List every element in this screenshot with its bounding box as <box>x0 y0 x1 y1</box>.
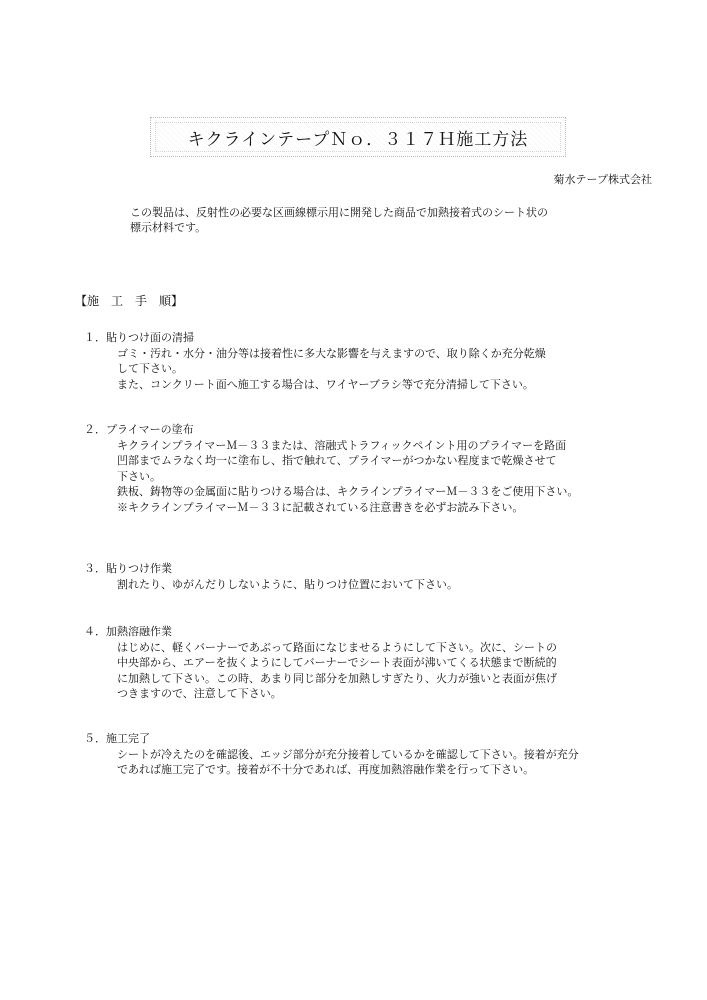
step-line: 中央部から、エアーを抜くようにしてバーナーでシート表面が沸いてくる状態まで断続的 <box>117 656 557 669</box>
step-title: ３．貼りつけ作業 <box>84 562 172 575</box>
step-line: 凹部までムラなく均一に塗布し、指で触れて、プライマーがつかない程度まで乾燥させて <box>117 454 557 467</box>
intro-paragraph <box>130 205 610 235</box>
step-2 <box>84 422 644 515</box>
step-note: ※キクラインプライマーＭ－３３に記載されている注意書きを必ずお読み下さい。 <box>117 500 524 514</box>
step-line: 鉄板、鋳物等の金属面に貼りつける場合は、キクラインプライマーＭ－３３をご使用下さい。 <box>117 485 579 498</box>
step-line: はじめに、軽くバーナーであぶって路面になじませるようにして下さい。次に、シートの <box>117 640 557 654</box>
step-4 <box>84 624 644 702</box>
title-box <box>150 117 566 157</box>
step-line: 下さい。 <box>117 469 161 483</box>
step-3 <box>84 561 644 592</box>
page-title: キクラインテープＮｏ．３１７Ｈ施工方法 <box>187 129 529 150</box>
company-name: 菊水テープ株式会社 <box>553 173 652 186</box>
step-title: ４．加熱溶融作業 <box>84 625 172 638</box>
step-1 <box>84 330 644 392</box>
step-title: ２．プライマーの塗布 <box>84 423 194 436</box>
step-body <box>117 747 644 778</box>
step-body <box>117 640 644 702</box>
step-title: １．貼りつけ面の清掃 <box>84 331 194 344</box>
step-body <box>117 577 644 593</box>
step-line: であれば施工完了です。接着が不十分であれば、再度加熱溶融作業を行って下さい。 <box>117 763 535 776</box>
step-title: ５．施工完了 <box>84 732 150 745</box>
intro-line: 標示材料です。 <box>130 221 207 234</box>
step-line: キクラインプライマーＭ－３３または、溶融式トラフィックペイント用のプライマーを路面 <box>117 438 567 452</box>
step-line: ゴミ・汚れ・水分・油分等は接着性に多大な影響を与えますので、取り除くか充分乾燥 <box>117 346 546 360</box>
step-line: に加熱して下さい。この時、あまり同じ部分を加熱しすぎたり、火力が強いと表面が焦げ <box>117 671 557 685</box>
step-line: つきますので、注意して下さい。 <box>117 687 282 700</box>
step-5 <box>84 731 644 778</box>
step-line: して下さい。 <box>117 362 183 375</box>
intro-line: この製品は、反射性の必要な区画線標示用に開発した商品で加熱接着式のシート状の <box>130 206 548 219</box>
step-line: また、コンクリート面へ施工する場合は、ワイヤーブラシ等で充分清掃して下さい。 <box>117 377 534 391</box>
step-body <box>117 438 644 516</box>
section-heading: 【施 工 手 順】 <box>75 294 184 308</box>
step-line: 割れたり、ゆがんだりしないように、貼りつけ位置において下さい。 <box>117 577 458 591</box>
step-body <box>117 346 644 393</box>
step-line: シートが冷えたのを確認後、エッジ部分が充分接着しているかを確認して下さい。接着が充分 <box>117 747 579 761</box>
